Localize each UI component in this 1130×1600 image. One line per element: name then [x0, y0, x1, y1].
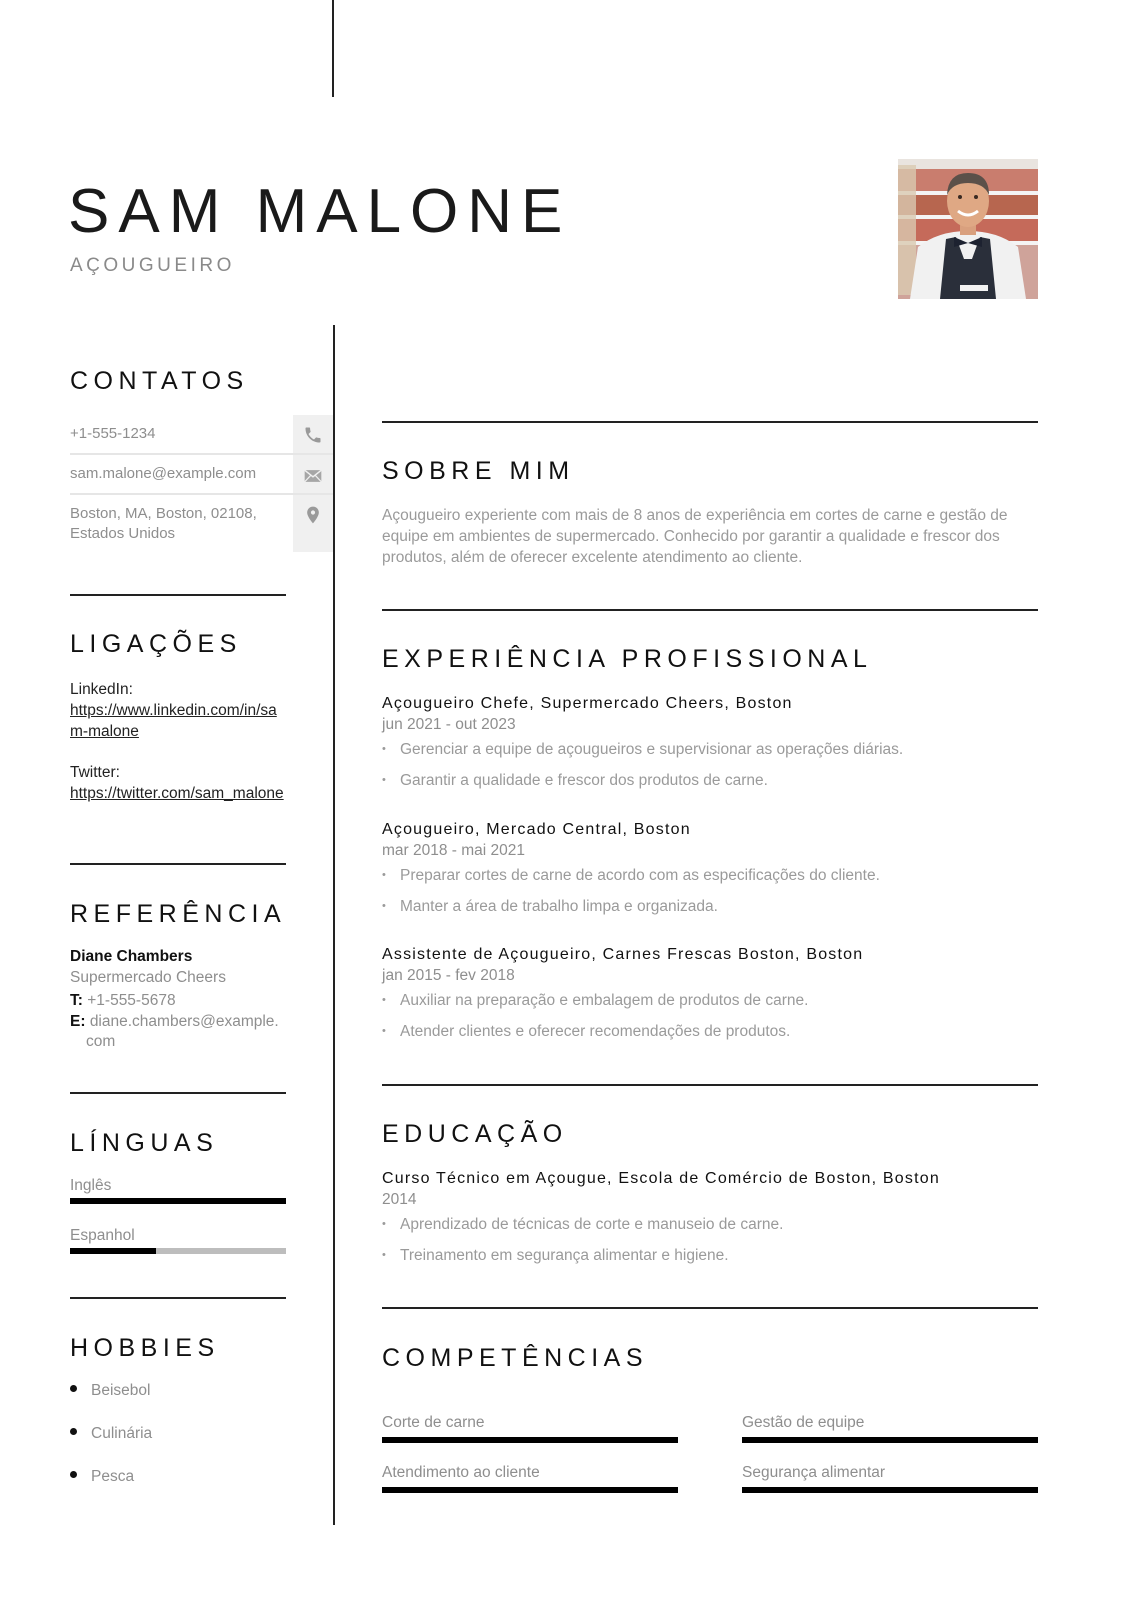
- link-twitter-url[interactable]: https://twitter.com/sam_malone: [70, 785, 284, 802]
- bullet-icon: [70, 1385, 77, 1392]
- links-list: [70, 679, 286, 804]
- language-name: Inglês: [70, 1177, 112, 1194]
- skill-item: [742, 1463, 1038, 1493]
- column-vertical-divider: [333, 325, 335, 1525]
- reference-phone-row: [70, 991, 286, 1012]
- skill-name: Segurança alimentar: [742, 1464, 886, 1481]
- job-dates: jan 2015 - fev 2018: [382, 967, 515, 984]
- left-divider-1: [70, 594, 286, 596]
- candidate-title: AÇOUGUEIRO: [70, 255, 235, 276]
- language-item-spanish: [70, 1227, 286, 1254]
- hobby-item: [70, 1468, 134, 1486]
- language-level-fill: [70, 1248, 156, 1254]
- hobby-label: Beisebol: [91, 1382, 151, 1399]
- education-heading: EDUCAÇÃO: [382, 1120, 568, 1148]
- job-bullet: • Preparar cortes de carne de acordo com as especificações do cliente.: [382, 865, 1042, 886]
- bullet-icon: [70, 1471, 77, 1478]
- link-twitter-label: Twitter:: [70, 764, 120, 781]
- job-title: Açougueiro Chefe, Supermercado Cheers, Boston: [382, 695, 793, 712]
- skill-item: [382, 1463, 678, 1493]
- reference-block: [70, 947, 286, 1053]
- languages-heading: LÍNGUAS: [70, 1129, 219, 1157]
- job-title: Açougueiro, Mercado Central, Boston: [382, 821, 691, 838]
- contact-address: Boston, MA, Boston, 02108, Estados Unidos: [70, 505, 257, 542]
- reference-email[interactable]: diane.chambers@example.com: [86, 1012, 279, 1050]
- hobbies-heading: HOBBIES: [70, 1334, 220, 1362]
- about-heading: SOBRE MIM: [382, 457, 575, 485]
- language-name: Espanhol: [70, 1227, 135, 1244]
- left-divider-4: [70, 1297, 286, 1299]
- hobby-label: Pesca: [91, 1468, 135, 1485]
- contact-email-row: [70, 464, 333, 495]
- left-divider-3: [70, 1092, 286, 1094]
- job-bullets: [382, 990, 1042, 1042]
- education-title: Curso Técnico em Açougue, Escola de Comércio de Boston, Boston: [382, 1170, 940, 1187]
- right-divider-about: [382, 421, 1038, 423]
- hobby-label: Culinária: [91, 1425, 153, 1442]
- skill-level-bar: [742, 1437, 1038, 1443]
- experience-item: [382, 819, 1042, 927]
- job-bullet: • Atender clientes e oferecer recomendações de produtos.: [382, 1021, 1042, 1042]
- experience-heading: EXPERIÊNCIA PROFISSIONAL: [382, 645, 873, 673]
- right-divider-experience: [382, 609, 1038, 611]
- link-linkedin: [70, 679, 286, 742]
- phone-icon: [303, 425, 323, 445]
- reference-phone[interactable]: +1-555-5678: [87, 992, 176, 1009]
- experience-item: [382, 944, 1042, 1052]
- language-item-english: [70, 1177, 286, 1204]
- reference-phone-label: T:: [70, 992, 83, 1009]
- experience-item: [382, 693, 1042, 801]
- education-bullet: • Aprendizado de técnicas de corte e manuseio de carne.: [382, 1214, 1042, 1235]
- language-level-bar: [70, 1248, 286, 1254]
- skill-level-bar: [382, 1437, 678, 1443]
- right-divider-education: [382, 1084, 1038, 1086]
- contact-email[interactable]: sam.malone@example.com: [70, 465, 257, 482]
- link-linkedin-label: LinkedIn:: [70, 681, 133, 698]
- skill-name: Atendimento ao cliente: [382, 1464, 540, 1481]
- job-bullets: [382, 739, 1042, 791]
- about-text: Açougueiro experiente com mais de 8 anos de experiência em cortes de carne e gestão de equipe em ambientes de supermercado. Conhecido por garantir a qualidade e frescor dos produtos, além de oferecer excelente atendimento ao cliente.: [382, 507, 1008, 566]
- job-bullet: • Auxiliar na preparação e embalagem de produtos de carne.: [382, 990, 1042, 1011]
- profile-photo-image: [898, 159, 1038, 299]
- education-dates: 2014: [382, 1191, 417, 1208]
- profile-photo: [898, 159, 1038, 299]
- education-bullet: • Treinamento em segurança alimentar e higiene.: [382, 1245, 1042, 1266]
- right-divider-skills: [382, 1307, 1038, 1309]
- link-linkedin-url[interactable]: https://www.linkedin.com/in/sam-malone: [70, 702, 277, 740]
- reference-company: Supermercado Cheers: [70, 968, 226, 986]
- contact-phone-row: [70, 424, 333, 455]
- contacts-heading: CONTATOS: [70, 367, 249, 395]
- reference-heading: REFERÊNCIA: [70, 900, 287, 928]
- education-item: [382, 1168, 1042, 1276]
- education-bullets: [382, 1214, 1042, 1266]
- skill-name: Gestão de equipe: [742, 1414, 865, 1431]
- job-bullet: • Garantir a qualidade e frescor dos produtos de carne.: [382, 770, 1042, 791]
- reference-name: Diane Chambers: [70, 948, 193, 965]
- link-twitter: [70, 762, 286, 804]
- skill-item: [382, 1413, 678, 1443]
- language-level-bar: [70, 1198, 286, 1204]
- top-vertical-divider: [332, 0, 334, 97]
- reference-email-label: E:: [70, 1012, 86, 1030]
- skill-name: Corte de carne: [382, 1414, 485, 1431]
- hobby-item: [70, 1382, 150, 1400]
- contact-address-row: [70, 504, 285, 544]
- bullet-icon: [70, 1428, 77, 1435]
- skills-heading: COMPETÊNCIAS: [382, 1344, 649, 1372]
- job-bullet: • Gerenciar a equipe de açougueiros e supervisionar as operações diárias.: [382, 739, 1042, 760]
- skill-item: [742, 1413, 1038, 1443]
- links-heading: LIGAÇÕES: [70, 630, 242, 658]
- reference-email-row: [70, 1012, 286, 1053]
- candidate-name: SAM MALONE: [68, 177, 572, 246]
- job-dates: jun 2021 - out 2023: [382, 716, 516, 733]
- contact-phone[interactable]: +1-555-1234: [70, 425, 156, 442]
- left-divider-2: [70, 863, 286, 865]
- job-title: Assistente de Açougueiro, Carnes Frescas Boston, Boston: [382, 946, 864, 963]
- job-bullets: [382, 865, 1042, 917]
- map-pin-icon: [303, 505, 323, 525]
- job-bullet: • Manter a área de trabalho limpa e organizada.: [382, 896, 1042, 917]
- language-level-fill: [70, 1198, 286, 1204]
- job-dates: mar 2018 - mai 2021: [382, 842, 526, 859]
- skill-level-bar: [382, 1487, 678, 1493]
- envelope-icon: [303, 466, 323, 486]
- skill-level-bar: [742, 1487, 1038, 1493]
- hobby-item: [70, 1425, 152, 1443]
